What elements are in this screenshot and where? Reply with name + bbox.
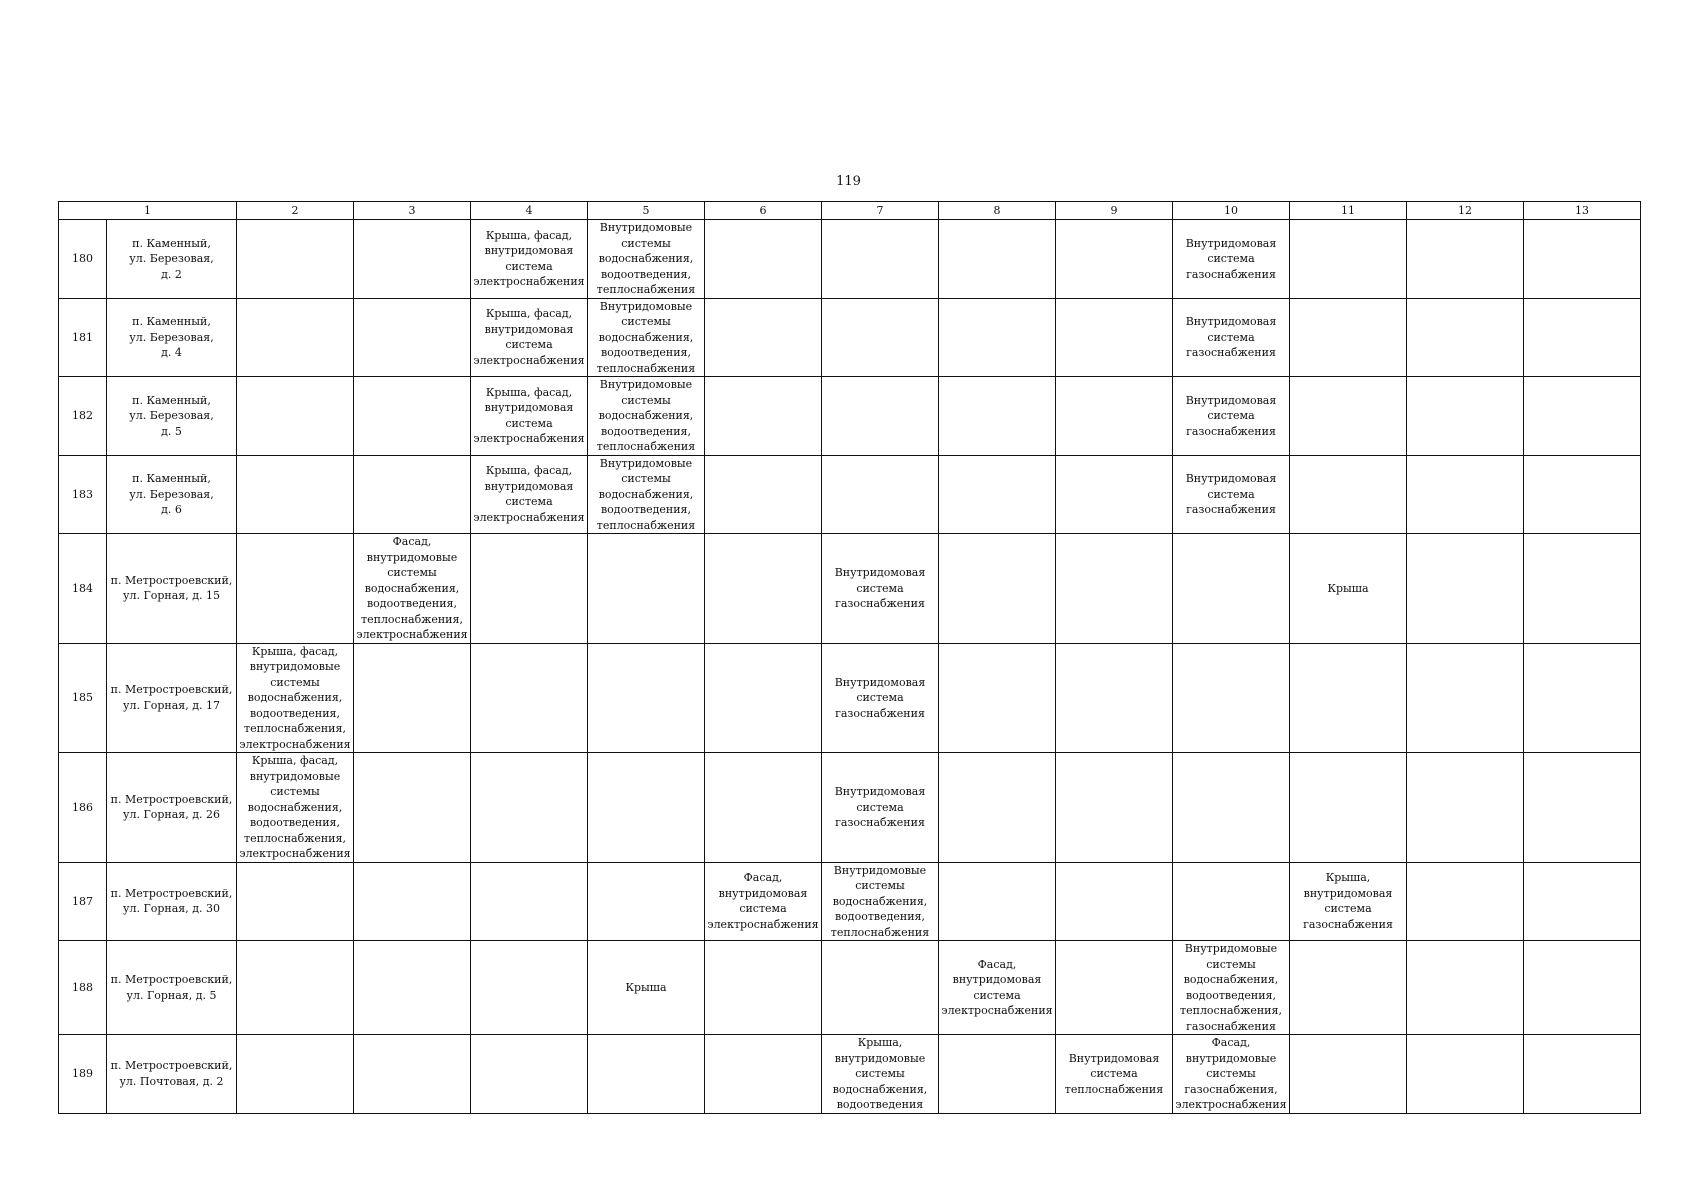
- work-cell: [939, 941, 1056, 1035]
- work-cell: [354, 534, 471, 644]
- work-text: Крыша, фасад, внутридомовая система электроснабжения: [473, 307, 585, 367]
- work-cell: [705, 643, 822, 753]
- column-header: 5: [588, 202, 705, 220]
- work-cell: [471, 643, 588, 753]
- work-text: Крыша, фасад, внутридомовые системы водоснабжения, водоотведения, теплоснабжения, электроснабжения: [239, 754, 351, 860]
- work-cell: [588, 862, 705, 941]
- work-text: Внутридомовая система теплоснабжения: [1064, 1051, 1164, 1096]
- column-header: 7: [822, 202, 939, 220]
- work-cell: [1173, 455, 1290, 534]
- work-cell: [1407, 377, 1524, 456]
- work-text: Внутридомовые системы водоснабжения, водоотведения, теплоснабжения: [596, 456, 696, 532]
- work-cell: [237, 643, 354, 753]
- work-cell: [588, 753, 705, 863]
- work-cell: [705, 862, 822, 941]
- row-number: 182: [59, 377, 107, 456]
- work-cell: [354, 455, 471, 534]
- work-cell: [705, 753, 822, 863]
- work-cell: [1173, 377, 1290, 456]
- work-cell: [705, 534, 822, 644]
- work-cell: [1290, 455, 1407, 534]
- address-cell: [107, 643, 237, 753]
- work-text: Внутридомовая система газоснабжения: [834, 675, 926, 720]
- work-cell: [237, 534, 354, 644]
- address-text: п. Метростроевский, ул. Горная, д. 17: [110, 683, 233, 712]
- work-text: Внутридомовые системы водоснабжения, водоотведения, теплоснабжения, газоснабжения: [1180, 942, 1282, 1033]
- work-cell: [1290, 220, 1407, 299]
- work-cell: [237, 298, 354, 377]
- work-text: Фасад, внутридомовые системы водоснабжения, водоотведения, теплоснабжения, электроснабжения: [356, 535, 468, 641]
- work-cell: [1173, 753, 1290, 863]
- address-cell: [107, 534, 237, 644]
- work-cell: [1524, 534, 1641, 644]
- work-cell: [471, 298, 588, 377]
- work-cell: [1524, 643, 1641, 753]
- address-cell: [107, 298, 237, 377]
- work-text: Внутридомовые системы водоснабжения, водоотведения, теплоснабжения: [596, 378, 696, 453]
- work-cell: [939, 220, 1056, 299]
- address-text: п. Метростроевский, ул. Горная, д. 26: [110, 792, 233, 822]
- work-cell: [237, 377, 354, 456]
- work-cell: [471, 862, 588, 941]
- row-number: 185: [59, 643, 107, 753]
- address-cell: [107, 1035, 237, 1114]
- work-cell: [354, 941, 471, 1035]
- work-cell: [1290, 298, 1407, 377]
- work-text: Фасад, внутридомовые системы газоснабжения, электроснабжения: [1175, 1036, 1287, 1111]
- work-cell: [1407, 862, 1524, 941]
- address-cell: [107, 455, 237, 534]
- work-cell: [354, 377, 471, 456]
- work-cell: [237, 455, 354, 534]
- work-cell: [588, 1035, 705, 1114]
- work-cell: [939, 643, 1056, 753]
- work-cell: [471, 753, 588, 863]
- table-row: [59, 1035, 1641, 1114]
- work-text: Внутридомовые системы водоснабжения, водоотведения, теплоснабжения: [596, 299, 696, 375]
- work-cell: [1290, 1035, 1407, 1114]
- repair-schedule-table: [58, 201, 1641, 1114]
- work-cell: [939, 534, 1056, 644]
- work-cell: [822, 643, 939, 753]
- work-cell: [588, 534, 705, 644]
- work-cell: [1056, 220, 1173, 299]
- work-cell: [939, 455, 1056, 534]
- work-cell: [822, 1035, 939, 1114]
- work-cell: [1056, 455, 1173, 534]
- address-text: п. Метростроевский, ул. Горная, д. 30: [110, 886, 233, 916]
- work-text: Фасад, внутридомовая система электроснабжения: [941, 957, 1053, 1017]
- work-cell: [1056, 377, 1173, 456]
- work-cell: [1290, 377, 1407, 456]
- work-cell: [1173, 941, 1290, 1035]
- work-cell: [822, 455, 939, 534]
- work-cell: [354, 1035, 471, 1114]
- column-header: 2: [237, 202, 354, 220]
- work-cell: [1524, 1035, 1641, 1114]
- address-cell: [107, 753, 237, 863]
- work-cell: [822, 941, 939, 1035]
- work-cell: [588, 643, 705, 753]
- table-row: [59, 377, 1641, 456]
- work-cell: [1056, 643, 1173, 753]
- work-cell: [237, 941, 354, 1035]
- work-cell: [1056, 298, 1173, 377]
- work-cell: [939, 862, 1056, 941]
- work-cell: [1056, 941, 1173, 1035]
- work-cell: [588, 455, 705, 534]
- work-cell: [705, 377, 822, 456]
- column-header: 9: [1056, 202, 1173, 220]
- column-header: 4: [471, 202, 588, 220]
- work-cell: [705, 1035, 822, 1114]
- address-text: п. Каменный, ул. Березовая, д. 2: [129, 236, 214, 281]
- row-number: 187: [59, 862, 107, 941]
- table-row: [59, 753, 1641, 863]
- column-header: 3: [354, 202, 471, 220]
- work-cell: [588, 298, 705, 377]
- table-row: [59, 298, 1641, 377]
- work-cell: [1407, 220, 1524, 299]
- work-text: Крыша: [1327, 581, 1369, 595]
- work-cell: [822, 377, 939, 456]
- row-number: 180: [59, 220, 107, 299]
- work-cell: [237, 753, 354, 863]
- column-header: 13: [1524, 202, 1641, 220]
- work-text: Фасад, внутридомовая система электроснабжения: [707, 871, 819, 931]
- row-number: 189: [59, 1035, 107, 1114]
- work-cell: [939, 1035, 1056, 1114]
- work-cell: [1056, 753, 1173, 863]
- work-cell: [471, 1035, 588, 1114]
- work-text: Внутридомовые системы водоснабжения, водоотведения, теплоснабжения: [830, 863, 930, 939]
- work-text: Крыша: [625, 980, 667, 994]
- work-cell: [822, 220, 939, 299]
- work-cell: [354, 753, 471, 863]
- work-cell: [354, 862, 471, 941]
- work-cell: [822, 862, 939, 941]
- work-cell: [1407, 1035, 1524, 1114]
- work-cell: [1056, 534, 1173, 644]
- work-text: Внутридомовая система газоснабжения: [1185, 315, 1277, 359]
- column-header: 1: [59, 202, 237, 220]
- work-text: Внутридомовая система газоснабжения: [1185, 236, 1277, 281]
- work-cell: [939, 753, 1056, 863]
- work-cell: [822, 534, 939, 644]
- work-cell: [1524, 941, 1641, 1035]
- address-cell: [107, 941, 237, 1035]
- work-cell: [471, 941, 588, 1035]
- address-cell: [107, 220, 237, 299]
- row-number: 181: [59, 298, 107, 377]
- work-cell: [705, 220, 822, 299]
- address-cell: [107, 377, 237, 456]
- work-cell: [471, 455, 588, 534]
- row-number: 188: [59, 941, 107, 1035]
- work-text: Внутридомовая система газоснабжения: [1185, 393, 1277, 438]
- row-number: 183: [59, 455, 107, 534]
- work-cell: [1056, 1035, 1173, 1114]
- work-cell: [705, 941, 822, 1035]
- work-text: Крыша, фасад, внутридомовая система электроснабжения: [473, 464, 585, 524]
- work-cell: [1407, 753, 1524, 863]
- work-text: Крыша, внутридомовые системы водоснабжения, водоотведения: [832, 1036, 928, 1111]
- work-cell: [237, 220, 354, 299]
- table-row: [59, 220, 1641, 299]
- address-text: п. Каменный, ул. Березовая, д. 5: [129, 393, 214, 438]
- work-text: Крыша, фасад, внутридомовая система электроснабжения: [473, 228, 585, 289]
- column-header: 11: [1290, 202, 1407, 220]
- work-text: Внутридомовая система газоснабжения: [1185, 472, 1277, 516]
- work-cell: [1407, 455, 1524, 534]
- table-row: [59, 455, 1641, 534]
- column-header: 10: [1173, 202, 1290, 220]
- work-cell: [1290, 643, 1407, 753]
- work-text: Крыша, внутридомовая система газоснабжения: [1303, 871, 1393, 931]
- work-cell: [822, 298, 939, 377]
- address-text: п. Метростроевский, ул. Горная, д. 15: [110, 573, 233, 603]
- work-cell: [1173, 643, 1290, 753]
- work-cell: [1290, 753, 1407, 863]
- work-text: Крыша, фасад, внутридомовая система электроснабжения: [473, 385, 585, 446]
- table-row: [59, 534, 1641, 644]
- work-text: Внутридомовая система газоснабжения: [834, 785, 926, 829]
- work-cell: [354, 643, 471, 753]
- work-cell: [1407, 643, 1524, 753]
- work-cell: [1290, 534, 1407, 644]
- work-cell: [1524, 377, 1641, 456]
- work-cell: [1524, 298, 1641, 377]
- table-row: [59, 941, 1641, 1035]
- row-number: 184: [59, 534, 107, 644]
- work-cell: [471, 220, 588, 299]
- work-cell: [471, 534, 588, 644]
- work-cell: [237, 1035, 354, 1114]
- work-text: Внутридомовая система газоснабжения: [834, 566, 926, 610]
- work-cell: [588, 941, 705, 1035]
- work-text: Крыша, фасад, внутридомовые системы водоснабжения, водоотведения, теплоснабжения, электроснабжения: [239, 644, 351, 751]
- address-cell: [107, 862, 237, 941]
- column-header: 8: [939, 202, 1056, 220]
- row-number: 186: [59, 753, 107, 863]
- work-cell: [1173, 862, 1290, 941]
- work-cell: [1056, 862, 1173, 941]
- address-text: п. Метростроевский, ул. Горная, д. 5: [110, 973, 233, 1002]
- column-header: 6: [705, 202, 822, 220]
- column-number-row: [59, 202, 1641, 220]
- work-cell: [1524, 455, 1641, 534]
- work-cell: [1407, 298, 1524, 377]
- work-cell: [1290, 941, 1407, 1035]
- work-text: Внутридомовые системы водоснабжения, водоотведения, теплоснабжения: [596, 221, 696, 296]
- work-cell: [705, 455, 822, 534]
- column-header: 12: [1407, 202, 1524, 220]
- table-row: [59, 862, 1641, 941]
- work-cell: [1290, 862, 1407, 941]
- work-cell: [1173, 534, 1290, 644]
- work-cell: [1524, 862, 1641, 941]
- address-text: п. Каменный, ул. Березовая, д. 4: [129, 315, 214, 359]
- work-cell: [822, 753, 939, 863]
- address-text: п. Метростроевский, ул. Почтовая, д. 2: [110, 1059, 233, 1088]
- work-cell: [1173, 298, 1290, 377]
- work-cell: [1407, 534, 1524, 644]
- work-cell: [1524, 753, 1641, 863]
- work-cell: [1173, 1035, 1290, 1114]
- table-row: [59, 643, 1641, 753]
- work-cell: [588, 220, 705, 299]
- work-cell: [354, 298, 471, 377]
- work-cell: [705, 298, 822, 377]
- work-cell: [1407, 941, 1524, 1035]
- work-cell: [939, 377, 1056, 456]
- work-cell: [939, 298, 1056, 377]
- work-cell: [588, 377, 705, 456]
- work-cell: [1173, 220, 1290, 299]
- address-text: п. Каменный, ул. Березовая, д. 6: [129, 472, 214, 516]
- page-number: 119: [836, 174, 861, 189]
- work-cell: [237, 862, 354, 941]
- work-cell: [1524, 220, 1641, 299]
- work-cell: [471, 377, 588, 456]
- work-cell: [354, 220, 471, 299]
